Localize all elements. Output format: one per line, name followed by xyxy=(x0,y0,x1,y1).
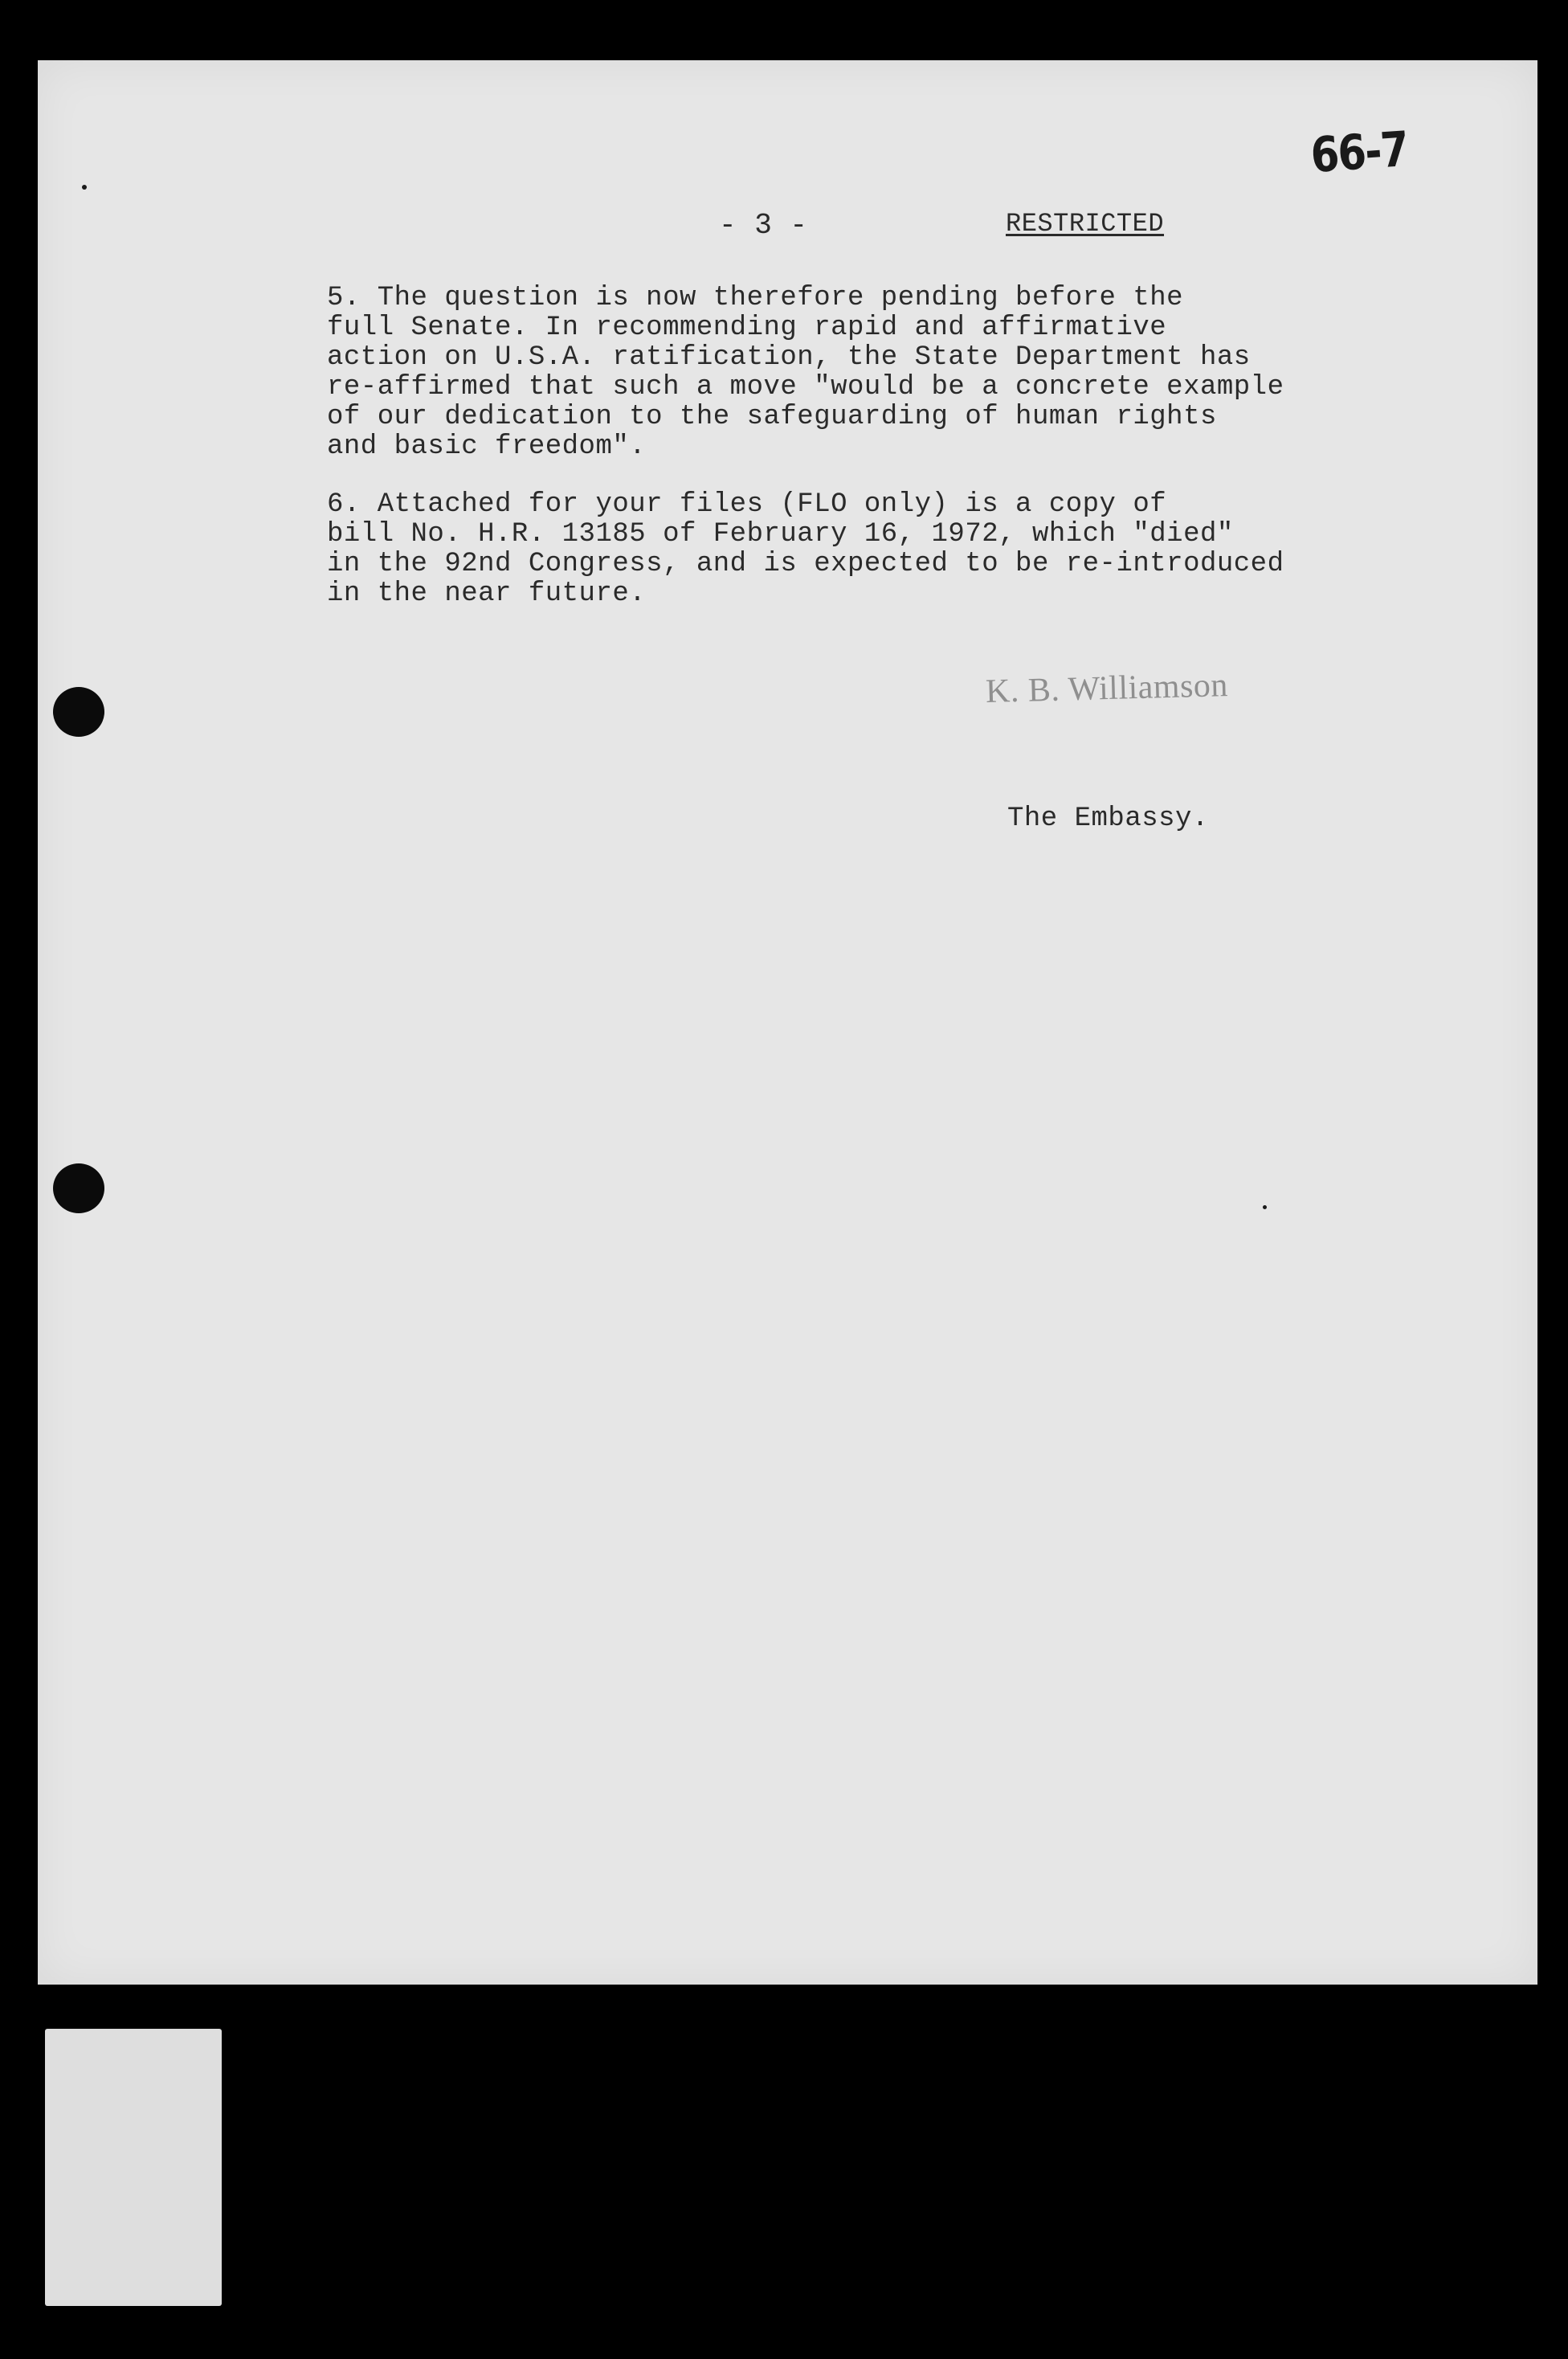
closing-line: The Embassy. xyxy=(1007,803,1209,834)
handwritten-reference-number: 66-7 xyxy=(1309,121,1410,185)
signature-stamp: K. B. Williamson xyxy=(985,667,1229,710)
punch-hole-top xyxy=(53,687,104,737)
punch-hole-bottom xyxy=(53,1163,104,1213)
paragraph-6: 6. Attached for your files (FLO only) is a copy of bill No. H.R. 13185 of February 16, 1972, which "died" in the 92nd Congress, and is expected to be re-introduced in the near future. xyxy=(327,489,1284,609)
classification-marking: RESTRICTED xyxy=(1006,209,1165,239)
ink-speck xyxy=(1263,1205,1267,1209)
document-page xyxy=(38,60,1537,1985)
paragraph-5: 5. The question is now therefore pending before the full Senate. In recommending rapid and affirmative action on U.S.A. ratification, the State Department has re-affirmed that such a move "would be a concrete example of our dedication to the safeguarding of human rights and basic freedom". xyxy=(327,283,1284,462)
ink-speck xyxy=(82,185,87,190)
page-number: - 3 - xyxy=(719,209,808,242)
paper-scrap xyxy=(45,2029,222,2306)
